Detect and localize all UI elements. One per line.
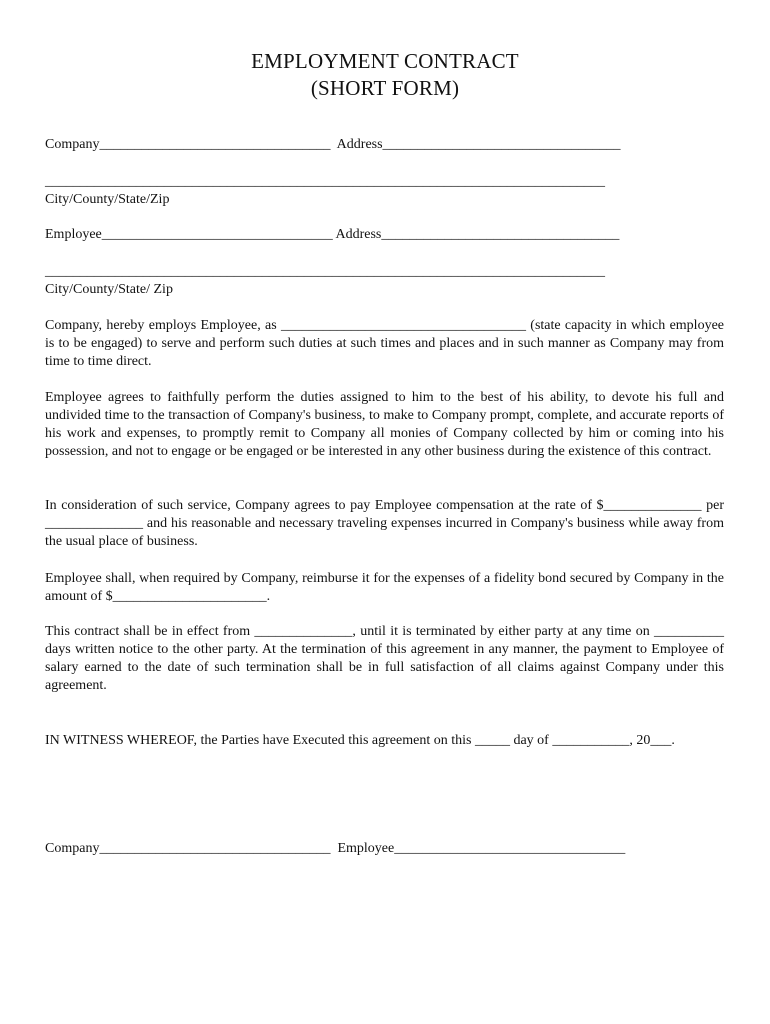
paragraph-compensation: In consideration of such service, Company agrees to pay Employee compensation at the rate of $______________ per ______________ and his reasonable and necessary traveling expenses incurred in Company's business while away from the usual place of business.: [45, 498, 724, 549]
paragraph-term: This contract shall be in effect from ______________, until it is terminated by either party at any time on __________ days written notice to the other party. At the termination of this agreement in any manner, the payment to Employee of salary earned to the date of such termination shall be in full satisfaction of all claims against Company under this agreement.: [45, 624, 724, 693]
paragraph-employment: Company, hereby employs Employee, as ___________________________________ (state capacity in which employee is to be engaged) to serve and perform such duties at such times and places and in such manner as Company may from time to time direct.: [45, 318, 724, 369]
signature-row: Company_________________________________ Employee_________________________________: [45, 841, 626, 856]
employee-address-row: Employee_________________________________ Address__________________________________: [45, 227, 620, 242]
employee-city-label: City/County/State/ Zip: [45, 282, 173, 297]
employee-city-blank-line: ________________________________________________________________________________: [45, 264, 605, 279]
paragraph-fidelity-bond: Employee shall, when required by Company, reimburse it for the expenses of a fidelity bond secured by Company in the amount of $______________________.: [45, 571, 724, 604]
paragraph-witness: IN WITNESS WHEREOF, the Parties have Executed this agreement on this _____ day of ___________, 20___.: [45, 733, 675, 748]
paragraph-duties: Employee agrees to faithfully perform the duties assigned to him to the best of his ability, to devote his full and undivided time to the transaction of Company's business, to make to Company prompt, complete, and accurate reports of his work and expenses, to promptly remit to Company all monies of Company collected by him or coming into his possession, and not to engage or be engaged or be interested in any other business during the existence of this contract.: [45, 390, 724, 459]
document-subtitle: (SHORT FORM): [310, 76, 460, 100]
company-city-label: City/County/State/Zip: [45, 192, 170, 207]
company-city-blank-line: ________________________________________________________________________________: [45, 174, 605, 189]
document-title: EMPLOYMENT CONTRACT: [251, 49, 519, 73]
company-address-row: Company_________________________________ Address__________________________________: [45, 137, 621, 152]
